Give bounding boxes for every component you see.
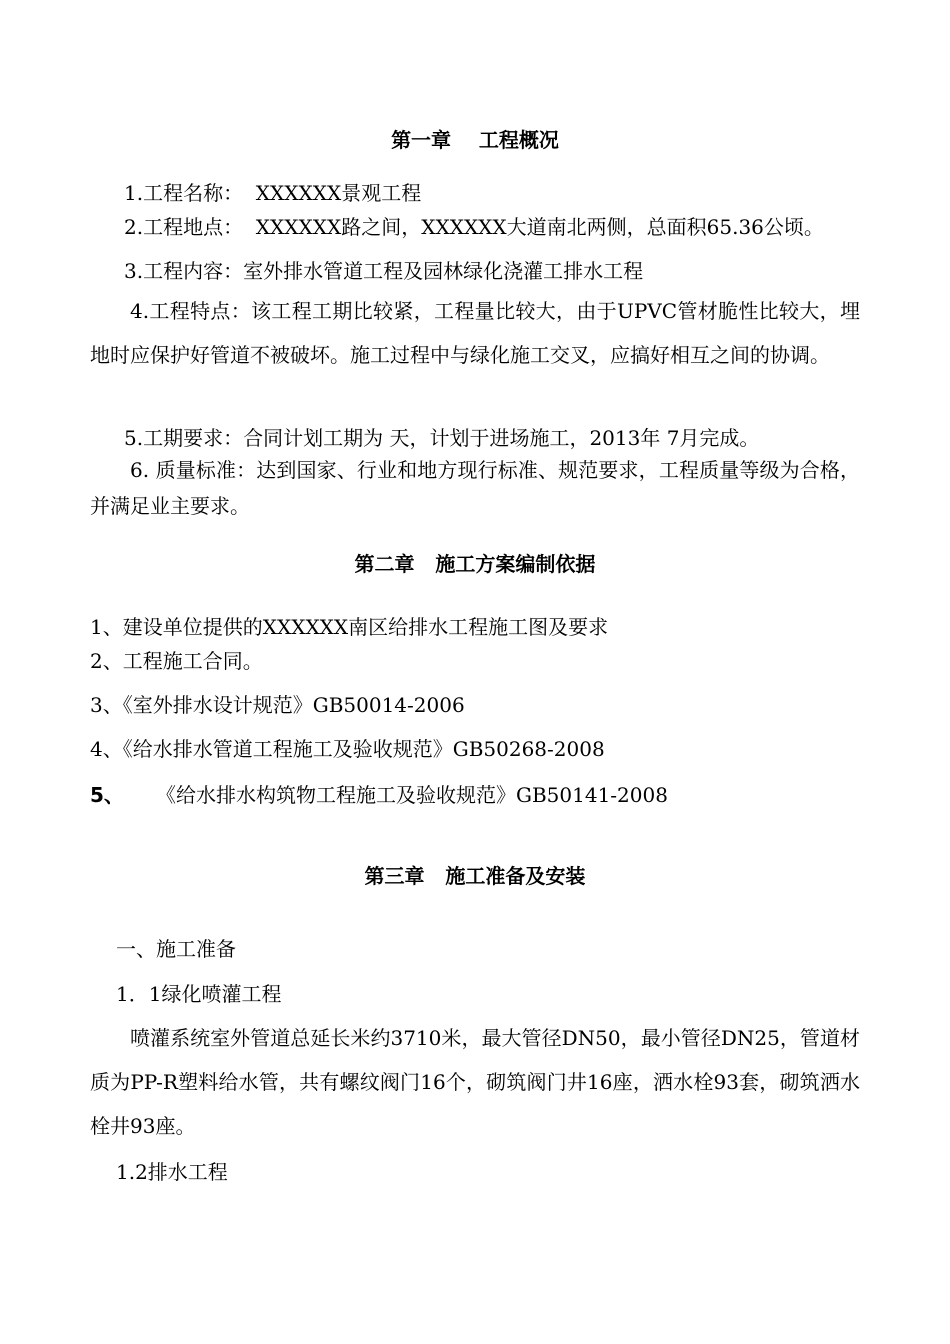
chapter1-item-1: 1.工程名称： XXXXXX景观工程 <box>124 181 422 205</box>
chapter2-item-1: 1、建设单位提供的XXXXXX南区给排水工程施工图及要求 <box>90 615 609 639</box>
chapter3-title: 第三章 施工准备及安装 <box>364 864 586 888</box>
chapter2-item-5-number: 5、 <box>90 783 124 807</box>
chapter2-item-4: 4、《给水排水管道工程施工及验收规范》GB50268-2008 <box>90 737 605 761</box>
chapter2-title: 第二章 施工方案编制依据 <box>354 552 596 576</box>
chapter2-item-3: 3、《室外排水设计规范》GB50014-2006 <box>90 693 465 717</box>
chapter1-item-6: 6. 质量标准：达到国家、行业和地方现行标准、规范要求，工程质量等级为合格，并满足业主要求。 <box>90 458 860 518</box>
chapter3-subsection-1-1: 1．1绿化喷灌工程 <box>116 982 282 1006</box>
chapter1-item-5: 5.工期要求：合同计划工期为 天，计划于进场施工，2013年 7月完成。 <box>124 426 760 450</box>
chapter2-item-5-text: 《给水排水构筑物工程施工及验收规范》GB50141-2008 <box>156 783 668 807</box>
chapter1-item-2: 2.工程地点： XXXXXX路之间，XXXXXX大道南北两侧，总面积65.36公顷。 <box>124 215 824 239</box>
chapter3-subsection-1-2: 1.2排水工程 <box>116 1160 228 1184</box>
chapter3-subsection-1-1-text: 喷灌系统室外管道总延长米约3710米，最大管径DN50，最小管径DN25，管道材质为PP-R塑料给水管，共有螺纹阀门16个，砌筑阀门井16座，洒水栓93套，砌筑洒水栓井93座。 <box>90 1026 860 1138</box>
chapter3-section-1: 一、施工准备 <box>116 937 236 961</box>
chapter2-item-2: 2、工程施工合同。 <box>90 649 263 673</box>
chapter1-item-3: 3.工程内容：室外排水管道工程及园林绿化浇灌工排水工程 <box>124 259 644 283</box>
chapter1-item-4: 4.工程特点：该工程工期比较紧，工程量比较大，由于UPVC管材脆性比较大，埋地时应保护好管道不被破坏。施工过程中与绿化施工交叉，应搞好相互之间的协调。 <box>90 299 860 367</box>
chapter1-title: 第一章 工程概况 <box>391 128 559 152</box>
